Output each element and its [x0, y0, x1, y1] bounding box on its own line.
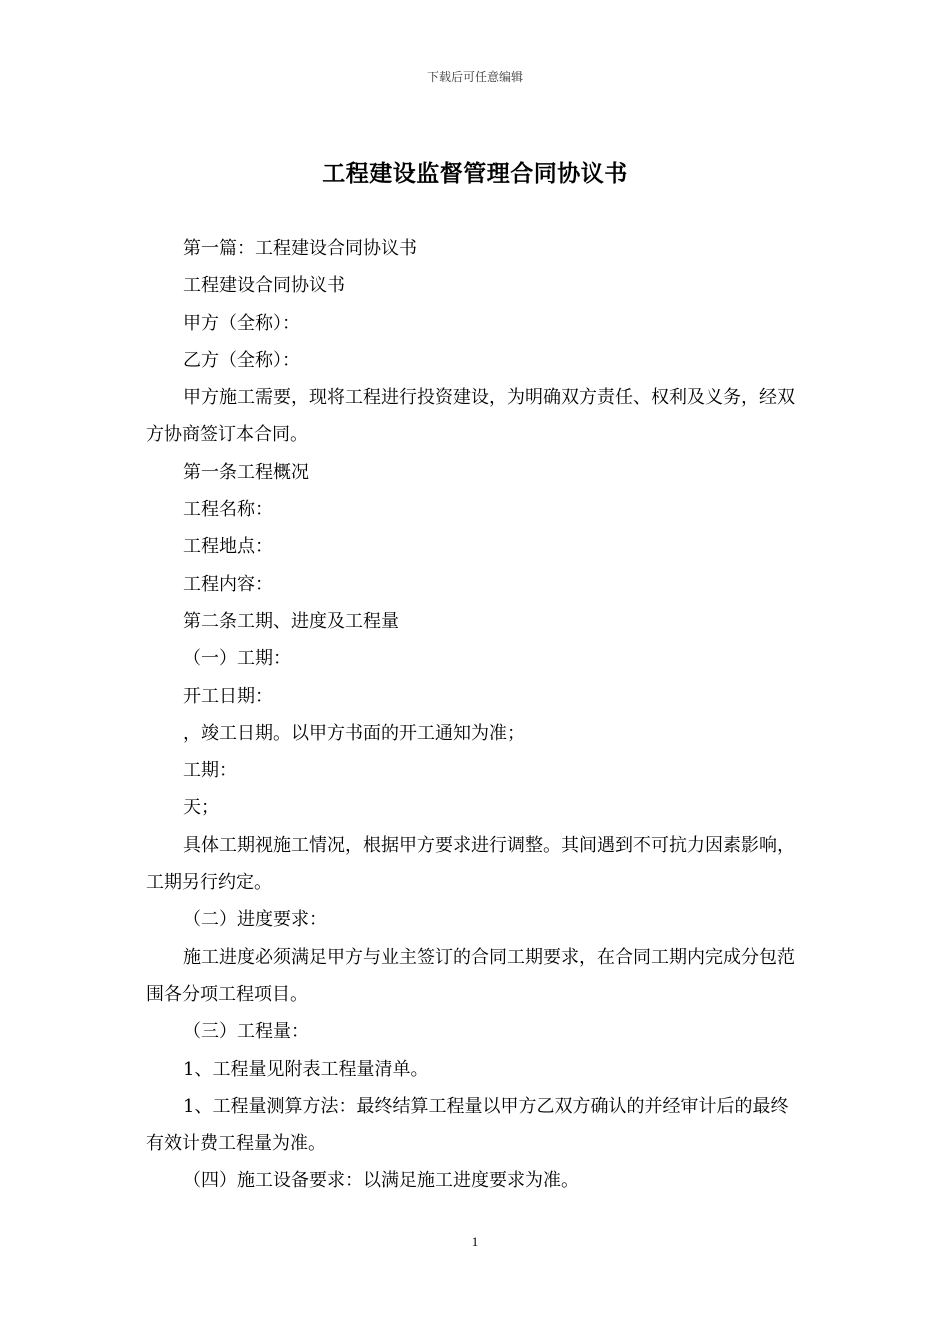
- paragraph: 施工进度必须满足甲方与业主签订的合同工期要求，在合同工期内完成分包范围各分项工程项目。: [146, 946, 795, 1005]
- paragraph: （一）工期：: [183, 648, 291, 670]
- paragraph: 工程地点：: [183, 536, 273, 558]
- paragraph: 第一篇：工程建设合同协议书: [183, 238, 417, 259]
- paragraph: 工程名称：: [183, 499, 273, 521]
- paragraph: 第一条工程概况: [183, 461, 309, 483]
- paragraph: 工程内容：: [183, 573, 273, 595]
- page-number: 1: [471, 1234, 479, 1249]
- paragraph: （四）施工设备要求：以满足施工进度要求为准。: [183, 1170, 579, 1192]
- paragraph: 甲方（全称）：: [183, 312, 300, 334]
- document-title: 工程建设监督管理合同协议书: [322, 160, 628, 187]
- paragraph: 第二条工期、进度及工程量: [183, 610, 399, 632]
- paragraph: 天；: [183, 797, 219, 819]
- paragraph: 工程建设合同协议书: [183, 275, 345, 297]
- paragraph: 开工日期：: [183, 685, 273, 707]
- paragraph: 甲方施工需要，现将工程进行投资建设，为明确双方责任、权利及义务，经双方协商签订本合同。: [146, 387, 795, 446]
- document-body: [146, 230, 806, 1200]
- paragraph: 1、工程量测算方法：最终结算工程量以甲方乙双方确认的并经审计后的最终有效计费工程量为准。: [146, 1095, 789, 1155]
- paragraph: （二）进度要求：: [183, 909, 327, 931]
- paragraph: 具体工期视施工情况，根据甲方要求进行调整。其间遇到不可抗力因素影响，工期另行约定。: [146, 834, 795, 894]
- paragraph: ，竣工日期。以甲方书面的开工通知为准；: [183, 722, 525, 744]
- paragraph: 乙方（全称）：: [183, 349, 300, 371]
- paragraph: （三）工程量：: [183, 1021, 309, 1043]
- paragraph: 1、工程量见附表工程量清单。: [183, 1058, 429, 1080]
- paragraph: 工期：: [183, 760, 237, 782]
- page-header-note: 下载后可任意编辑: [426, 70, 523, 84]
